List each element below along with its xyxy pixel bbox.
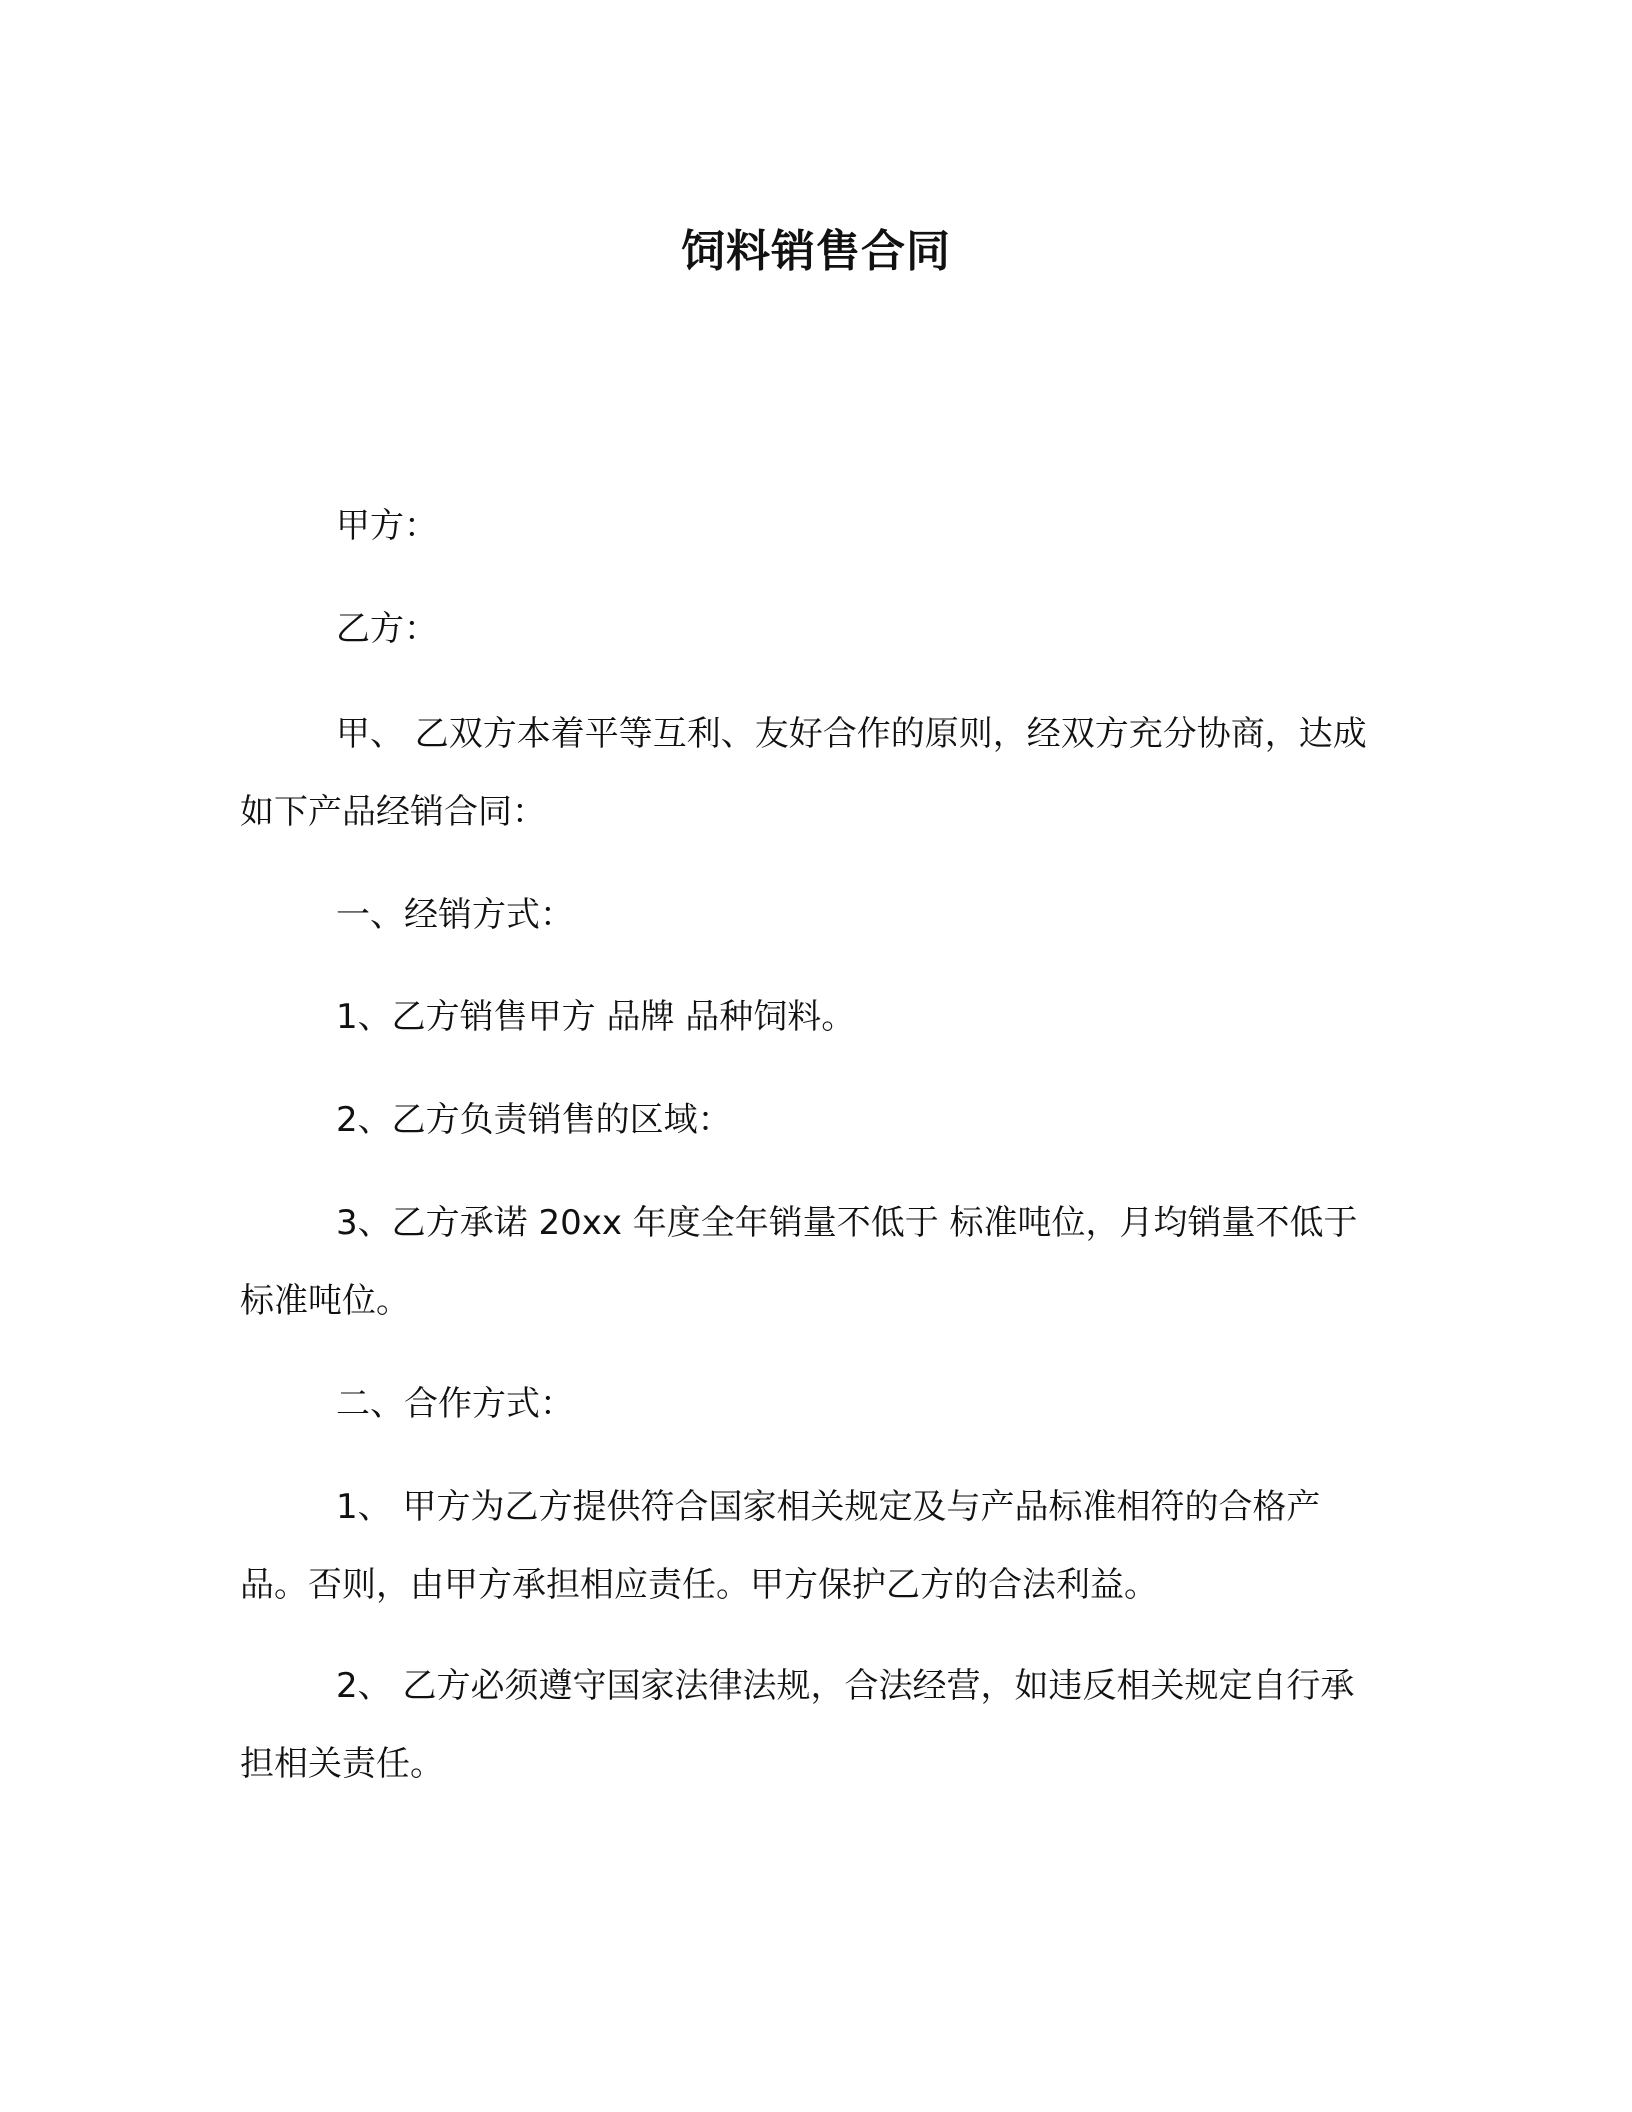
party-a-line: 甲方：	[336, 506, 438, 546]
section-heading-cooperation: 二、合作方式：	[336, 1384, 574, 1424]
clause-2-2: 2、 乙方必须遵守国家法律法规，合法经营，如违反相关规定自行承担相关责任。	[240, 1666, 1355, 1784]
clause-1-2: 2、乙方负责销售的区域：	[336, 1100, 732, 1140]
clause-1-1: 1、乙方销售甲方 品牌 品种饲料。	[336, 997, 856, 1037]
clause-2-1: 1、 甲方为乙方提供符合国家相关规定及与产品标准相符的合格产品。否则，由甲方承担相应责任。甲方保护乙方的合法利益。	[240, 1487, 1321, 1605]
section-heading-distribution: 一、经销方式：	[336, 895, 574, 935]
document-title: 饲料销售合同	[681, 226, 951, 277]
clause-1-3: 3、乙方承诺 20xx 年度全年销量不低于 标准吨位，月均销量不低于 标准吨位。	[240, 1203, 1358, 1321]
party-b-line: 乙方：	[336, 609, 438, 649]
intro-paragraph: 甲、 乙双方本着平等互利、友好合作的原则，经双方充分协商，达成如下产品经销合同：	[240, 714, 1367, 832]
